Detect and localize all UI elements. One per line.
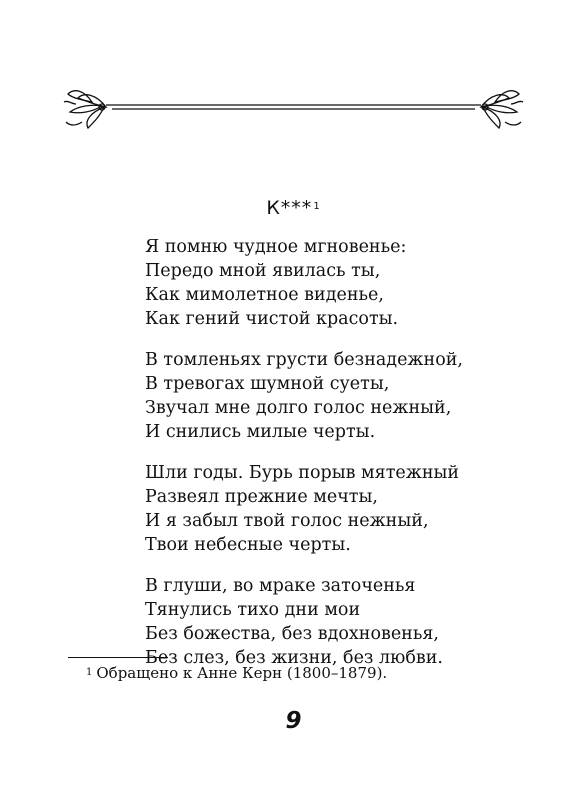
footnote-mark: 1 (86, 667, 93, 678)
poem-body (145, 235, 565, 687)
poem-line: В глуши, во мраке заточенья (145, 576, 416, 596)
stanza (145, 574, 565, 670)
poem-line: В тревогах шумной суеты, (145, 374, 390, 394)
footnote-text: Обращено к Анне Керн (1800–1879). (96, 664, 388, 682)
footnote (86, 663, 387, 683)
poem-line: Развеял прежние мечты, (145, 487, 378, 507)
stanza (145, 235, 565, 331)
poem-line: Звучал мне долго голос нежный, (145, 398, 452, 418)
poem-line: Твои небесные черты. (145, 535, 351, 555)
poem-line: Как мимолетное виденье, (145, 285, 384, 305)
poem-line: Я помню чудное мгновенье: (145, 237, 407, 257)
poem-title-text: К*** (266, 197, 313, 219)
poem-line: Без божества, без вдохновенья, (145, 624, 439, 644)
page-number: 9 (285, 708, 302, 734)
floral-divider-icon (62, 82, 525, 132)
poem-line: Передо мной явилась ты, (145, 261, 381, 281)
poem-title (0, 196, 587, 220)
poem-line: В томленьях грусти безнадежной, (145, 350, 463, 370)
poem-line: Без слез, без жизни, без любви. (145, 648, 443, 668)
stanza (145, 348, 565, 444)
poem-line: И я забыл твой голос нежный, (145, 511, 429, 531)
poem-line: Как гений чистой красоты. (145, 309, 399, 329)
title-footnote-mark: 1 (313, 201, 321, 212)
stanza (145, 461, 565, 557)
poem-line: И снились милые черты. (145, 422, 376, 442)
poem-line: Тянулись тихо дни мои (145, 600, 361, 620)
poem-line: Шли годы. Бурь порыв мятежный (145, 463, 460, 483)
footnote-divider (68, 657, 168, 658)
